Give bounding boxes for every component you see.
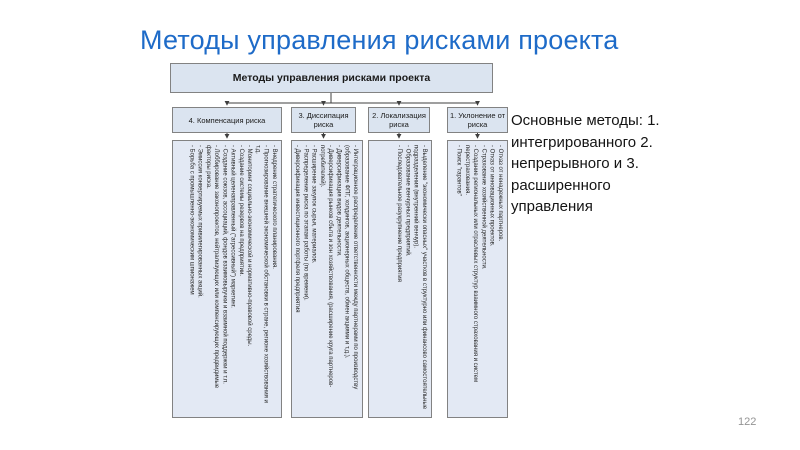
risk-method-item: - Страхование хозяйственной деятельности. bbox=[480, 145, 487, 270]
page-number: 122 bbox=[738, 416, 757, 428]
risk-method-item: - Интеграционное распределение ответственности между партнерами по производству (образование ФПГ, холдингов, акционерных обществ, обмен акциями и т.д.). bbox=[343, 145, 358, 390]
risk-method-item: - Диверсификация инвестиционного портфеля предприятия bbox=[294, 145, 301, 313]
risk-method-item: - Диверсификация рынков сбыта и зон хозяйствования, (расширение круга партнеров-потребителей). bbox=[318, 145, 334, 388]
risk-method-item: - Создание союзов, ассоциаций, фондов взаимовыручки и взаимной поддержки и т.п. bbox=[221, 145, 228, 384]
methods-column-avoidance bbox=[447, 140, 508, 418]
methods-column-dissipation bbox=[291, 140, 363, 418]
risk-method-item: - Поиск "гарантов" bbox=[455, 145, 462, 196]
risk-method-item: - Внедрение стратегического планирования. bbox=[271, 145, 277, 269]
risk-method-item: - Создание системы резервов на предприятии. bbox=[237, 145, 244, 276]
risk-method-item: - Лоббирование законопроектов, нейтрализующих или компенсирующих предвидимые факторы риска. bbox=[204, 145, 220, 389]
risk-method-item: - Активный целенаправленный ("агрессивный") маркетинг. bbox=[229, 145, 236, 308]
side-note: Основные методы: 1. интегрированного 2. непрерывного и 3. расширенного управления bbox=[511, 112, 660, 215]
risk-method-item: - Борьба с промышленно-экономическим шпионажем bbox=[188, 145, 195, 295]
risk-method-item: - Создание региональных или отраслевых структур взаимного страхования и систем перестрахования. bbox=[463, 145, 479, 383]
risk-method-item: - Последовательное разукрупнение предприятия bbox=[396, 145, 403, 282]
diagram-root-label: Методы управления рисками проекта bbox=[232, 72, 431, 84]
risk-method-item: - Прогнозирование внешней экономической обстановки в стране, регионе хозяйствования и т.д. bbox=[254, 145, 269, 403]
methods-column-compensation bbox=[172, 140, 282, 418]
risk-method-item: - Диверсификация видов деятельности. bbox=[335, 145, 342, 257]
branch-box-localization bbox=[368, 107, 430, 133]
diagram-root-box bbox=[170, 63, 493, 93]
risk-method-item: - Расширение закупок сырья, материалов. bbox=[310, 145, 317, 264]
risk-method-item: - Отказ от ненадежных партнеров. bbox=[497, 145, 503, 242]
branch-box-dissipation bbox=[291, 107, 356, 133]
risk-method-item: - Эмиссия конвертируемых привилегированных акций. bbox=[196, 145, 203, 298]
risk-method-item: - Выделение "экономически опасных" участков в структурно или финансово самостоятельные подразделения (внутренний венчур). bbox=[412, 145, 427, 410]
risk-method-item: - Отказ от инновационных проектов. bbox=[488, 145, 495, 247]
methods-column-localization bbox=[368, 140, 432, 418]
branch-label: 4. Компенсация риска bbox=[188, 115, 266, 125]
page-title: Методы управления рисками проекта bbox=[140, 25, 619, 55]
branch-box-compensation bbox=[172, 107, 282, 133]
risk-method-item: - Распределение риска по этапам работы (по времени). bbox=[302, 145, 309, 301]
branch-label: 3. Диссипация риска bbox=[298, 111, 349, 129]
branch-box-avoidance bbox=[447, 107, 508, 133]
risk-method-item: - Образование венчурных предприятий. bbox=[404, 145, 411, 257]
branch-label: 1. Уклонение от риска bbox=[449, 111, 506, 129]
branch-label: 2. Локализация риска bbox=[372, 111, 426, 129]
risk-method-item: - Мониторинг социально-экономической и нормативно-правовой среды. bbox=[246, 145, 253, 347]
